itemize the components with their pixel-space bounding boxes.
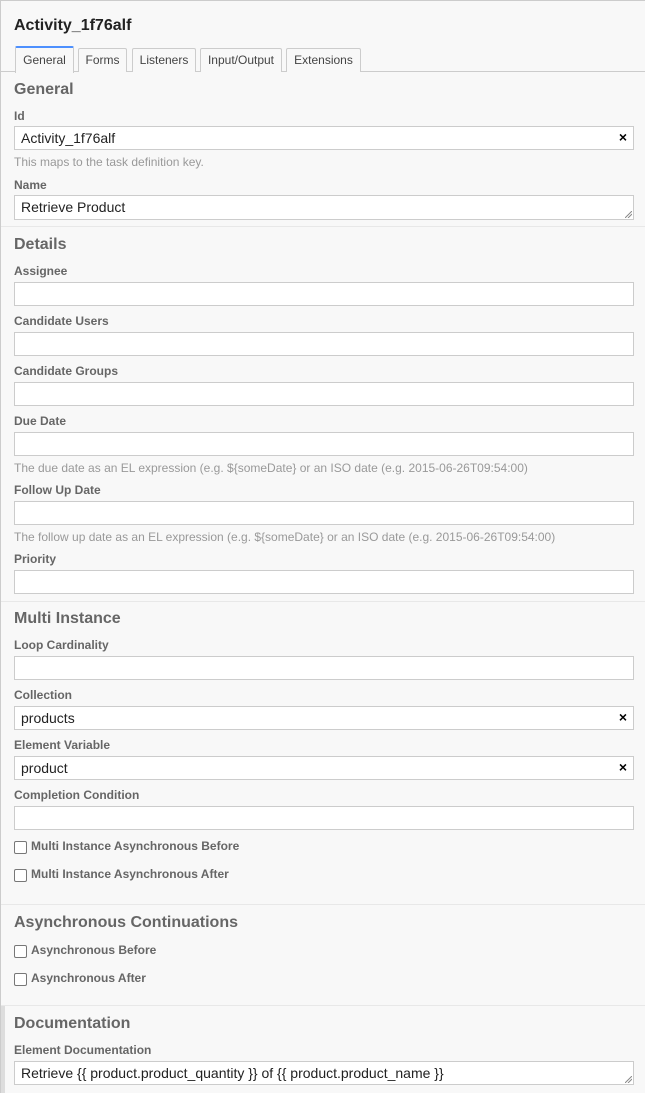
- priority-input[interactable]: [14, 570, 634, 594]
- async-before-label: Asynchronous Before: [31, 943, 157, 957]
- assignee-input[interactable]: [14, 282, 634, 306]
- group-title-details: Details: [14, 236, 67, 253]
- collection-label: Collection: [14, 688, 73, 702]
- follow-up-date-label: Follow Up Date: [14, 483, 101, 497]
- element-variable-input[interactable]: [14, 756, 634, 780]
- id-input-value: Activity_1f76alf: [21, 130, 116, 146]
- id-label: Id: [14, 109, 25, 123]
- documentation-accent-bar: [1, 1006, 5, 1093]
- tab-bar: [1, 46, 645, 72]
- follow-up-date-input[interactable]: [14, 501, 634, 525]
- follow-up-date-description: The follow up date as an EL expression (e.g. ${someDate} or an ISO date (e.g. 2015-06-26T09:54:00): [14, 530, 556, 544]
- due-date-description: The due date as an EL expression (e.g. ${someDate} or an ISO date (e.g. 2015-06-26T09:54:00): [14, 461, 528, 475]
- name-textarea-value: Retrieve Product: [21, 199, 126, 215]
- element-documentation-label: Element Documentation: [14, 1043, 152, 1057]
- due-date-input[interactable]: [14, 432, 634, 456]
- group-title-general: General: [14, 81, 74, 98]
- assignee-label: Assignee: [14, 264, 68, 278]
- candidate-groups-label: Candidate Groups: [14, 364, 119, 378]
- mi-async-before-label: Multi Instance Asynchronous Before: [31, 839, 240, 853]
- element-variable-input-value: product: [21, 760, 68, 776]
- clear-id-icon[interactable]: ×: [618, 129, 627, 145]
- element-variable-label: Element Variable: [14, 738, 111, 752]
- candidate-groups-input[interactable]: [14, 382, 634, 406]
- due-date-label: Due Date: [14, 414, 67, 428]
- collection-input-value: products: [21, 710, 75, 726]
- priority-label: Priority: [14, 552, 57, 566]
- group-title-async-continuations: Asynchronous Continuations: [14, 914, 238, 931]
- clear-collection-icon[interactable]: ×: [618, 709, 627, 725]
- separator: [1, 601, 645, 602]
- name-label: Name: [14, 178, 47, 192]
- separator: [1, 904, 645, 905]
- clear-element-variable-icon[interactable]: ×: [618, 759, 627, 775]
- tab-general[interactable]: General: [15, 46, 74, 73]
- tab-extensions[interactable]: Extensions: [286, 48, 361, 72]
- completion-condition-input[interactable]: [14, 806, 634, 830]
- async-before-checkbox[interactable]: [14, 945, 27, 958]
- collection-input[interactable]: [14, 706, 634, 730]
- async-after-checkbox[interactable]: [14, 973, 27, 986]
- candidate-users-label: Candidate Users: [14, 314, 109, 328]
- resize-handle-icon[interactable]: [625, 1076, 632, 1083]
- mi-async-before-checkbox[interactable]: [14, 841, 27, 854]
- mi-async-after-label: Multi Instance Asynchronous After: [31, 867, 229, 881]
- group-title-multi-instance: Multi Instance: [14, 610, 121, 627]
- tab-listeners[interactable]: Listeners: [132, 48, 196, 72]
- async-after-label: Asynchronous After: [31, 971, 146, 985]
- separator: [1, 1005, 645, 1006]
- element-documentation-textarea[interactable]: [14, 1061, 634, 1085]
- separator: [1, 226, 645, 227]
- element-documentation-value: Retrieve {{ product.product_quantity }} of {{ product.product_name }}: [21, 1065, 444, 1081]
- id-description: This maps to the task definition key.: [14, 155, 204, 169]
- loop-cardinality-label: Loop Cardinality: [14, 638, 109, 652]
- id-input[interactable]: [14, 126, 634, 150]
- resize-handle-icon[interactable]: [625, 211, 632, 218]
- tab-forms[interactable]: Forms: [78, 48, 127, 72]
- completion-condition-label: Completion Condition: [14, 788, 140, 802]
- loop-cardinality-input[interactable]: [14, 656, 634, 680]
- panel-header-title: Activity_1f76alf: [14, 17, 132, 34]
- group-title-documentation: Documentation: [14, 1015, 131, 1032]
- candidate-users-input[interactable]: [14, 332, 634, 356]
- tab-input-output[interactable]: Input/Output: [200, 48, 282, 72]
- name-textarea[interactable]: [14, 195, 634, 220]
- mi-async-after-checkbox[interactable]: [14, 869, 27, 882]
